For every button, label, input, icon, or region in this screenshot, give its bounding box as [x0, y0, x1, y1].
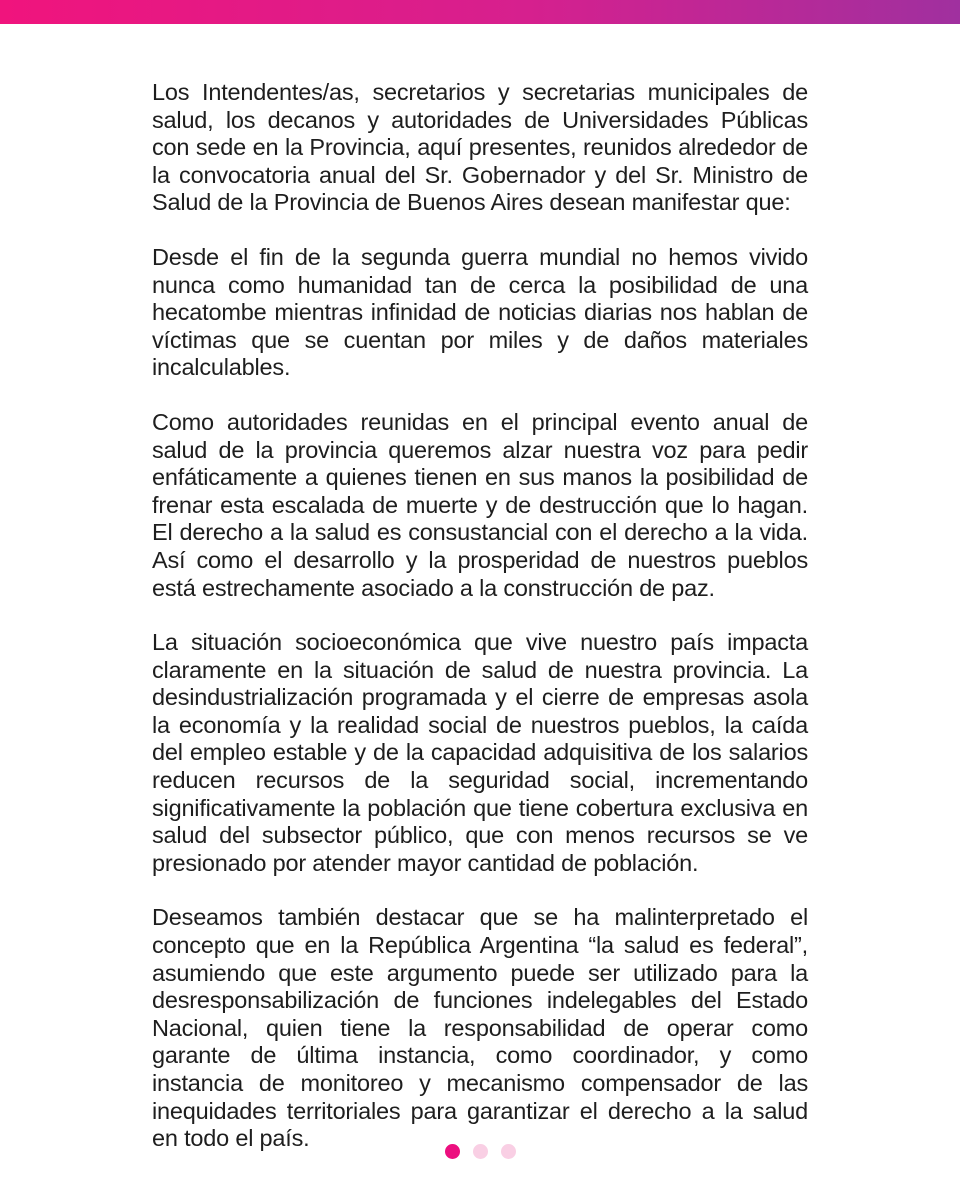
pagination-dots — [0, 1144, 960, 1160]
paragraph-war: Desde el fin de la segunda guerra mundial no hemos vivido nunca como humanidad tan de cerca la posibilidad de una hecatombe mientras infinidad de noticias diarias nos hablan de víctimas que se cuentan por miles y de daños materiales incalculables. — [152, 243, 808, 381]
page-dot-3[interactable] — [501, 1144, 516, 1159]
paragraph-peace: Como autoridades reunidas en el principal evento anual de salud de la provincia queremos alzar nuestra voz para pedir enfáticamente a quienes tienen en sus manos la posibilidad de frenar esta escalada de muerte y de destrucción que lo hagan. El derecho a la salud es consustancial con el derecho a la vida. Así como el desarrollo y la prosperidad de nuestros pueblos está estrechamente asociado a la construcción de paz. — [152, 408, 808, 601]
page-dot-1[interactable] — [445, 1144, 460, 1159]
paragraph-federal: Deseamos también destacar que se ha malinterpretado el concepto que en la República Argentina “la salud es federal”, asumiendo que este argumento puede ser utilizado para la desresponsabilización de funciones indelegables del Estado Nacional, quien tiene la responsabilidad de operar como garante de última instancia, como coordinador, y como instancia de monitoreo y mecanismo compensador de las inequidades territoriales para garantizar el derecho a la salud en todo el país. — [152, 904, 808, 1152]
paragraph-intro: Los Intendentes/as, secretarios y secretarias municipales de salud, los decanos y autoridades de Universidades Públicas con sede en la Provincia, aquí presentes, reunidos alrededor de la convocatoria anual del Sr. Gobernador y del Sr. Ministro de Salud de la Provincia de Buenos Aires desean manifestar que: — [152, 79, 808, 216]
page-dot-2[interactable] — [473, 1144, 488, 1159]
document-body — [152, 79, 808, 1180]
top-gradient-bar — [0, 0, 960, 24]
paragraph-socioeconomic: La situación socioeconómica que vive nuestro país impacta claramente en la situación de salud de nuestra provincia. La desindustrialización programada y el cierre de empresas asola la economía y la realidad social de nuestros pueblos, la caída del empleo estable y de la capacidad adquisitiva de los salarios reducen recursos de la seguridad social, incrementando significativamente la población que tiene cobertura exclusiva en salud del subsector público, que con menos recursos se ve presionado por atender mayor cantidad de población. — [152, 629, 808, 876]
